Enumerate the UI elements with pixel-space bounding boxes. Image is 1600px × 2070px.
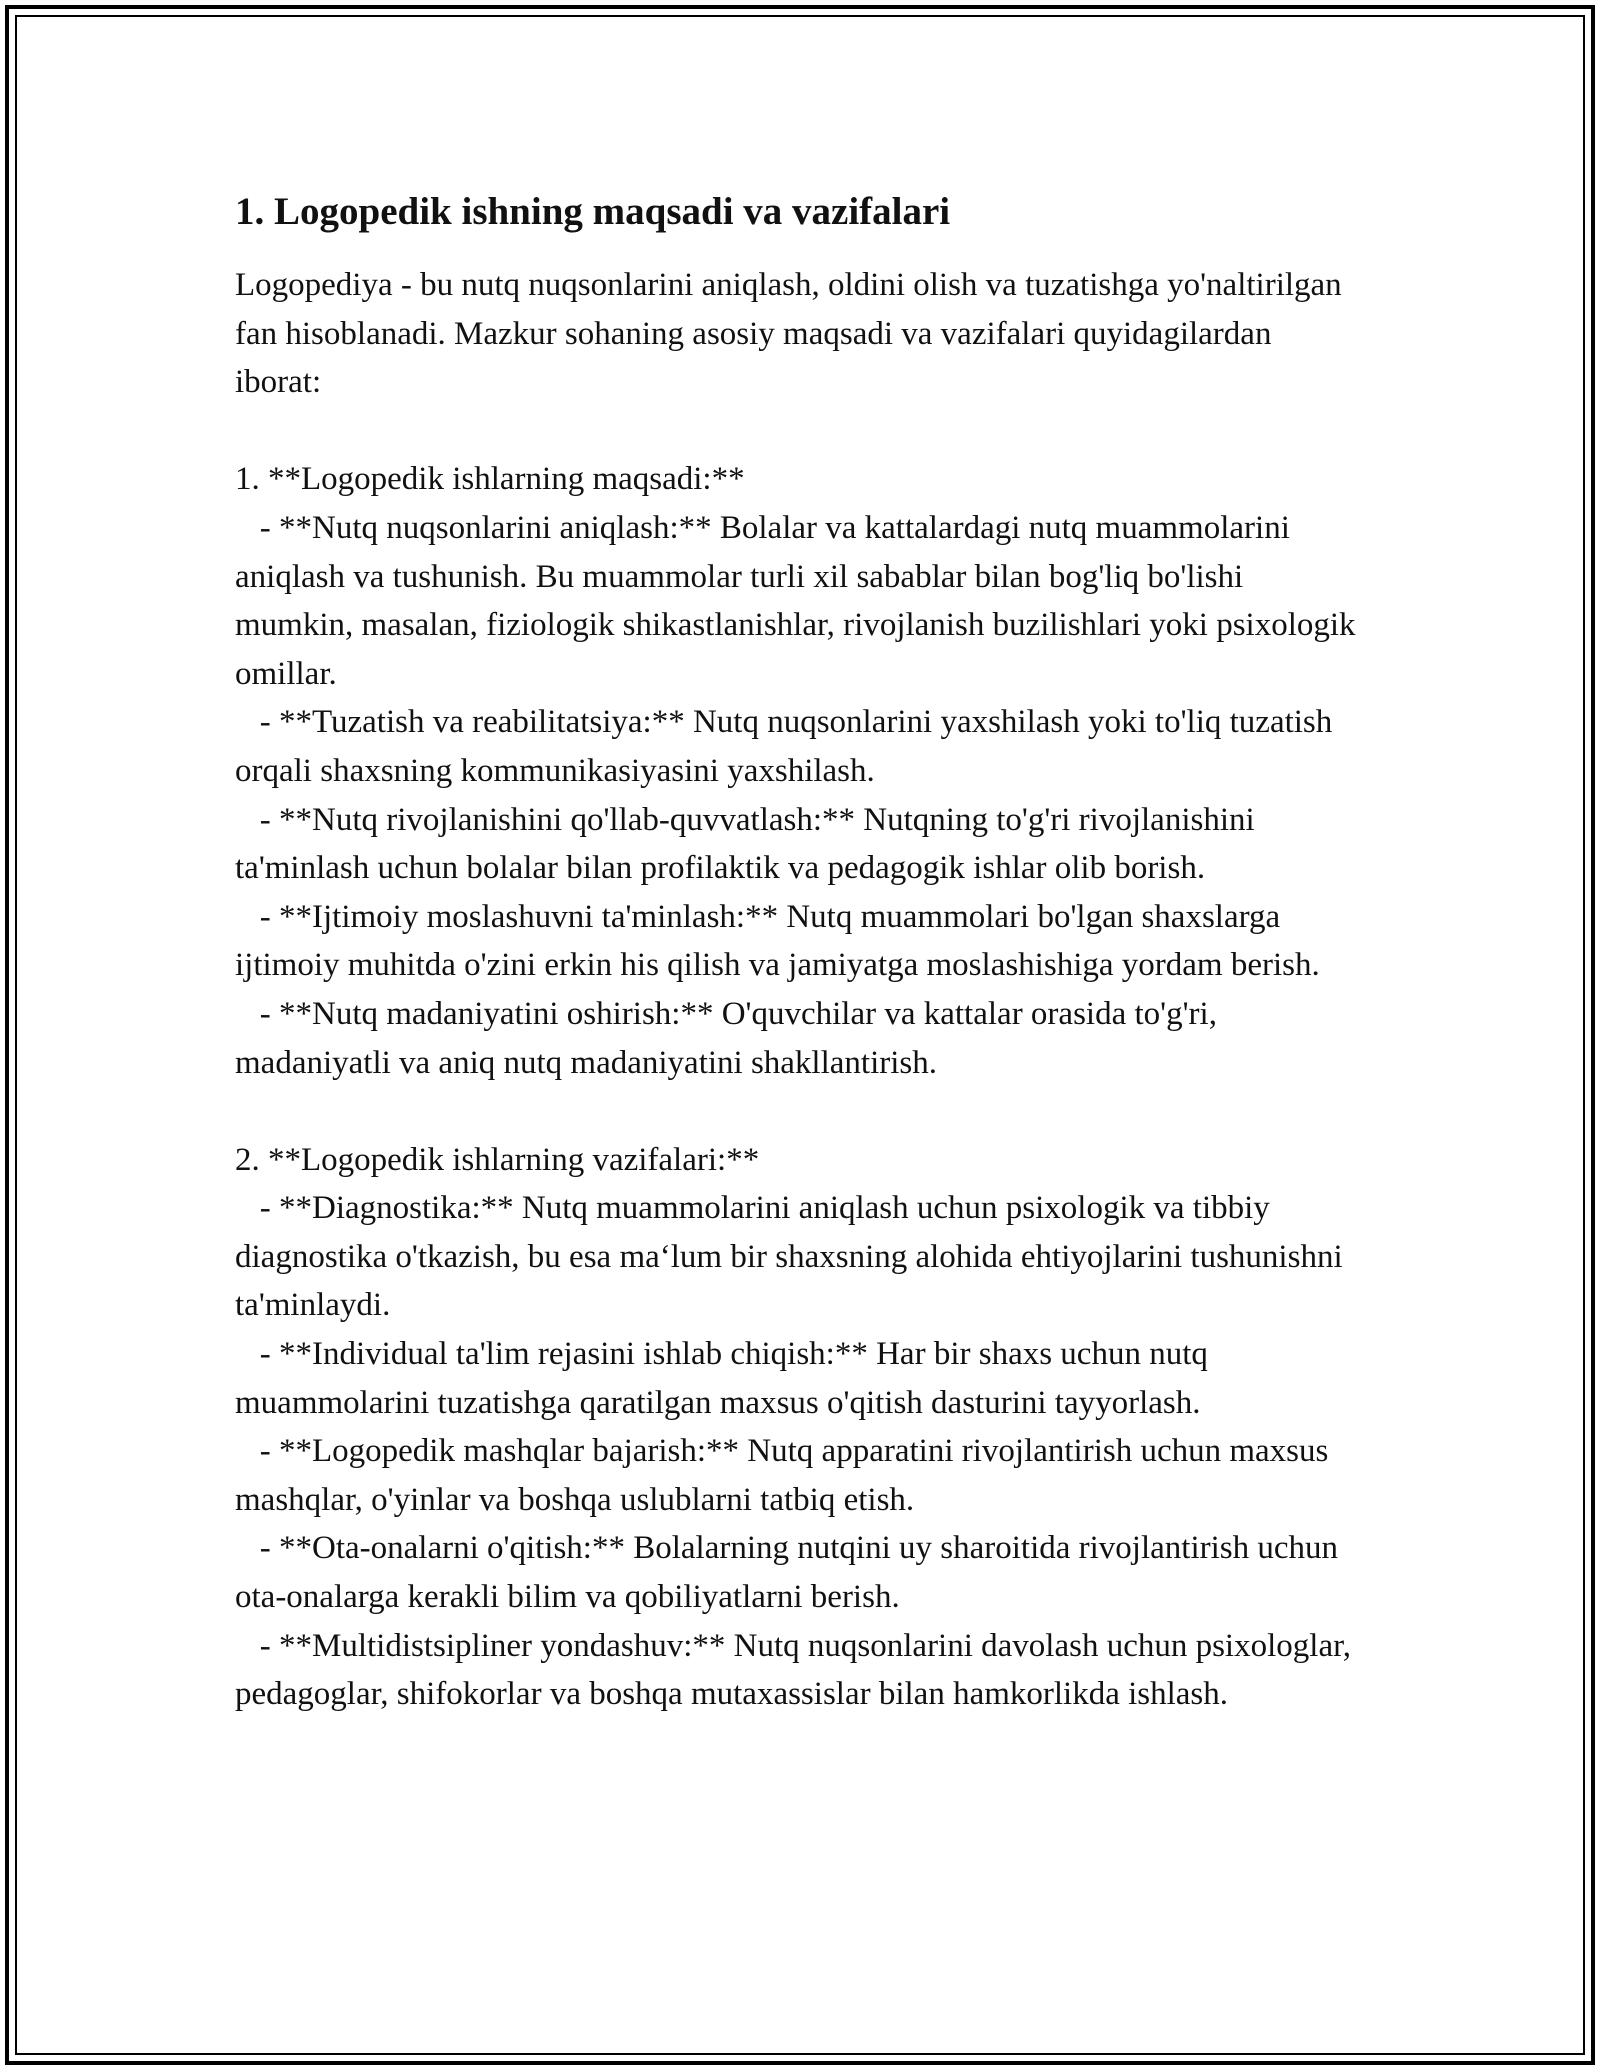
list-item: - **Logopedik mashqlar bajarish:** Nutq apparatini rivojlantirish uchun maxsus mashqlar, o'yinlar va boshqa uslublarni tatbiq etish. [235, 1433, 1337, 1518]
section-goals [235, 455, 1365, 1087]
section-heading-tasks: 2. **Logopedik ishlarning vazifalari:** [235, 1141, 760, 1178]
section-tasks [235, 1136, 1365, 1719]
list-item: - **Nutq madaniyatini oshirish:** O'quvchilar va kattalar orasida to'g'ri, madaniyatli va aniq nutq madaniyatini shakllantirish. [235, 995, 1226, 1081]
page-title: 1. Logopedik ishning maqsadi va vazifalari [235, 190, 951, 233]
list-item: - **Diagnostika:** Nutq muammolarini aniqlash uchun psixologik va tibbiy diagnostika o'tkazish, bu esa maʻlum bir shaxsning alohida ehtiyojlarini tushunishni ta'minlaydi. [235, 1190, 1351, 1324]
list-item: - **Nutq nuqsonlarini aniqlash:** Bolalar va kattalardagi nutq muammolarini aniqlash va tushunish. Bu muammolar turli xil sabablar bilan bog'liq bo'lishi mumkin, masalan, fiziologik shikastlanishlar, rivojlanish buzilishlari yoki psixologik omillar. [235, 509, 1364, 692]
list-item: - **Multidistsipliner yondashuv:** Nutq nuqsonlarini davolash uchun psixologlar, pedagoglar, shifokorlar va boshqa mutaxassislar bilan hamkorlikda ishlash. [235, 1627, 1360, 1713]
list-item: - **Ota-onalarni o'qitish:** Bolalarning nutqini uy sharoitida rivojlantirish uchun ota-onalarga kerakli bilim va qobiliyatlarni berish. [235, 1530, 1347, 1616]
list-item: - **Nutq rivojlanishini qo'llab-quvvatlash:** Nutqning to'g'ri rivojlanishini ta'minlash uchun bolalar bilan profilaktik va pedagogik ishlar olib borish. [235, 801, 1263, 887]
list-item: - **Individual ta'lim rejasini ishlab chiqish:** Har bir shaxs uchun nutq muammolarini tuzatishga qaratilgan maxsus o'qitish dasturini tayyorlash. [235, 1336, 1217, 1421]
document-body [235, 180, 1365, 1719]
list-item: - **Ijtimoiy moslashuvni ta'minlash:** Nutq muammolari bo'lgan shaxslarga ijtimoiy muhitda o'zini erkin his qilish va jamiyatga moslashishiga yordam berish. [235, 898, 1320, 984]
intro-paragraph: Logopediya - bu nutq nuqsonlarini aniqlash, oldini olish va tuzatishga yo'naltirilgan fan hisoblanadi. Mazkur sohaning asosiy maqsadi va vazifalari quyidagilardan iborat: [235, 267, 1350, 401]
section-heading-goals: 1. **Logopedik ishlarning maqsadi:** [235, 461, 745, 498]
list-item: - **Tuzatish va reabilitatsiya:** Nutq nuqsonlarini yaxshilash yoki to'liq tuzatish orqali shaxsning kommunikasiyasini yaxshilash. [235, 704, 1341, 789]
